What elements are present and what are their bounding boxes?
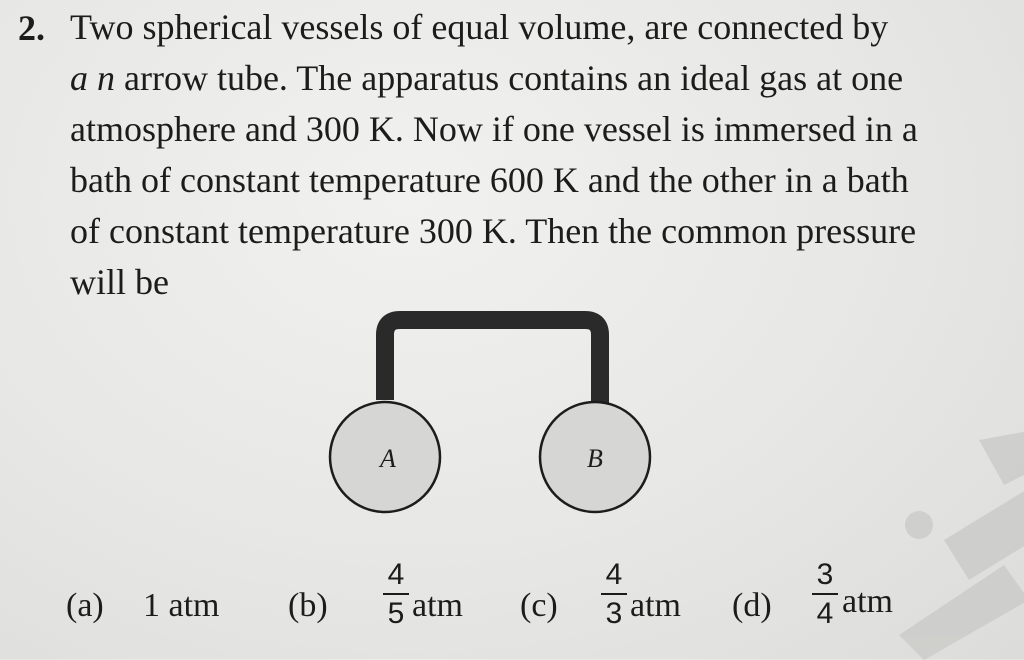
option-c-denominator: 3 bbox=[605, 597, 623, 630]
option-c-fraction-bar bbox=[601, 593, 627, 595]
option-c-unit[interactable]: atm bbox=[630, 587, 681, 624]
option-b-unit[interactable]: atm bbox=[412, 587, 463, 624]
vessel-a-label: A bbox=[380, 444, 396, 473]
option-c-numerator: 4 bbox=[605, 558, 623, 591]
option-d-denominator: 4 bbox=[816, 597, 834, 630]
vessels-diagram bbox=[320, 305, 670, 525]
option-a-text[interactable]: 1 atm bbox=[143, 587, 220, 624]
option-c-fraction[interactable] bbox=[601, 560, 627, 629]
option-d-numerator: 3 bbox=[816, 558, 834, 591]
question-line-2-prefix: a n bbox=[70, 58, 115, 98]
option-d-unit[interactable]: atm bbox=[842, 583, 893, 620]
option-a-label[interactable]: (a) bbox=[66, 587, 104, 624]
question-line-1: Two spherical vessels of equal volume, are connected by bbox=[70, 7, 889, 47]
answer-options bbox=[0, 560, 1024, 659]
option-d-fraction-bar bbox=[812, 593, 838, 595]
question-line-5: of constant temperature 300 K. Then the common pressure bbox=[70, 211, 917, 251]
option-b-numerator: 4 bbox=[387, 558, 405, 591]
question-line-4: bath of constant temperature 600 K and the other in a bath bbox=[70, 160, 909, 200]
watermark-graphic bbox=[884, 430, 1024, 660]
question-line-2-text: arrow tube. The apparatus contains an ideal gas at one bbox=[124, 58, 904, 98]
question-text bbox=[70, 2, 1000, 308]
question-number: 2. bbox=[18, 8, 45, 48]
option-b-label[interactable]: (b) bbox=[288, 587, 328, 624]
question-line-3: atmosphere and 300 K. Now if one vessel is immersed in a bbox=[70, 109, 918, 149]
question-line-6: will be bbox=[70, 262, 169, 302]
option-b-denominator: 5 bbox=[387, 597, 405, 630]
connecting-tube bbox=[385, 320, 600, 415]
option-d-fraction[interactable] bbox=[812, 560, 838, 629]
option-b-fraction-bar bbox=[383, 593, 409, 595]
question-line-2 bbox=[70, 53, 1000, 104]
option-d-label[interactable]: (d) bbox=[732, 587, 772, 624]
vessel-b-label: B bbox=[587, 444, 603, 473]
option-b-fraction[interactable] bbox=[383, 560, 409, 629]
option-c-label[interactable]: (c) bbox=[520, 587, 558, 624]
